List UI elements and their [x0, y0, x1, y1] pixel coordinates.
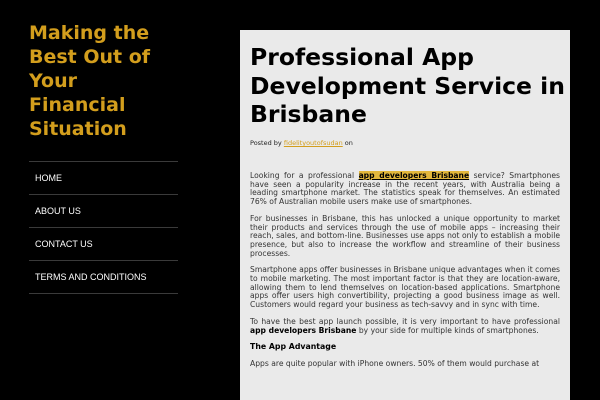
paragraph-intro-text-start: Looking for a professional [250, 171, 355, 180]
app-developers-brisbane-link[interactable]: app developers Brisbane [358, 171, 470, 180]
paragraph-intro [250, 172, 560, 207]
nav-item-home[interactable]: HOME [29, 162, 178, 195]
paragraph-launch [250, 318, 560, 335]
nav-item-terms-and-conditions[interactable]: TERMS AND CONDITIONS [29, 261, 178, 294]
posted-by-label: Posted by [250, 139, 282, 147]
paragraph-iphone: Apps are quite popular with iPhone owners. 50% of them would purchase at [250, 358, 540, 368]
paragraph-launch-text-end: by your side for multiple kinds of smartphones. [358, 325, 539, 335]
posted-on-label: on [344, 139, 353, 147]
post-meta [250, 139, 353, 147]
post-title: Professional App Development Service in Brisbane [250, 43, 565, 128]
sidebar [0, 0, 190, 400]
paragraph-businesses: For businesses in Brisbane, this has unlocked a unique opportunity to market their products and services through the use of mobile apps – increasing their reach, sales, and bottom-line. Businesses use apps not only to establish a mobile presence, but also to increase the workflow and streamline of their business processes. [250, 213, 560, 258]
nav-item-contact-us[interactable]: CONTACT US [29, 228, 178, 261]
site-title[interactable]: Making the Best Out of Your Financial Situation [29, 22, 151, 140]
post-article [240, 30, 570, 400]
paragraph-intro-text-end: service? Smartphones have seen a popularity increase in the recent years, with Australia being a leading smartphone market. The statistics speak for themselves. An estimated 76% of Australian mobile users make use of smartphones. [250, 171, 560, 207]
post-content [250, 172, 560, 377]
paragraph-advantages: Smartphone apps offer businesses in Brisbane unique advantages when it comes to mobile marketing. The most important factor is that they are location-aware, allowing them to lend themselves on location-based applications. Smartphone apps offer users high convertibility, projecting a good business image as well. Customers would regard your business as tech-savvy and in sync with time. [250, 265, 560, 310]
app-advantage-heading: The App Advantage [250, 342, 337, 352]
paragraph-launch-text-start: To have the best app launch possible, it is very important to have professional [250, 316, 560, 326]
author-link[interactable]: fidelityoutofsudan [283, 139, 343, 147]
app-developers-brisbane-bold: app developers Brisbane [250, 325, 357, 335]
main-navigation [29, 161, 178, 294]
nav-item-about-us[interactable]: ABOUT US [29, 195, 178, 228]
